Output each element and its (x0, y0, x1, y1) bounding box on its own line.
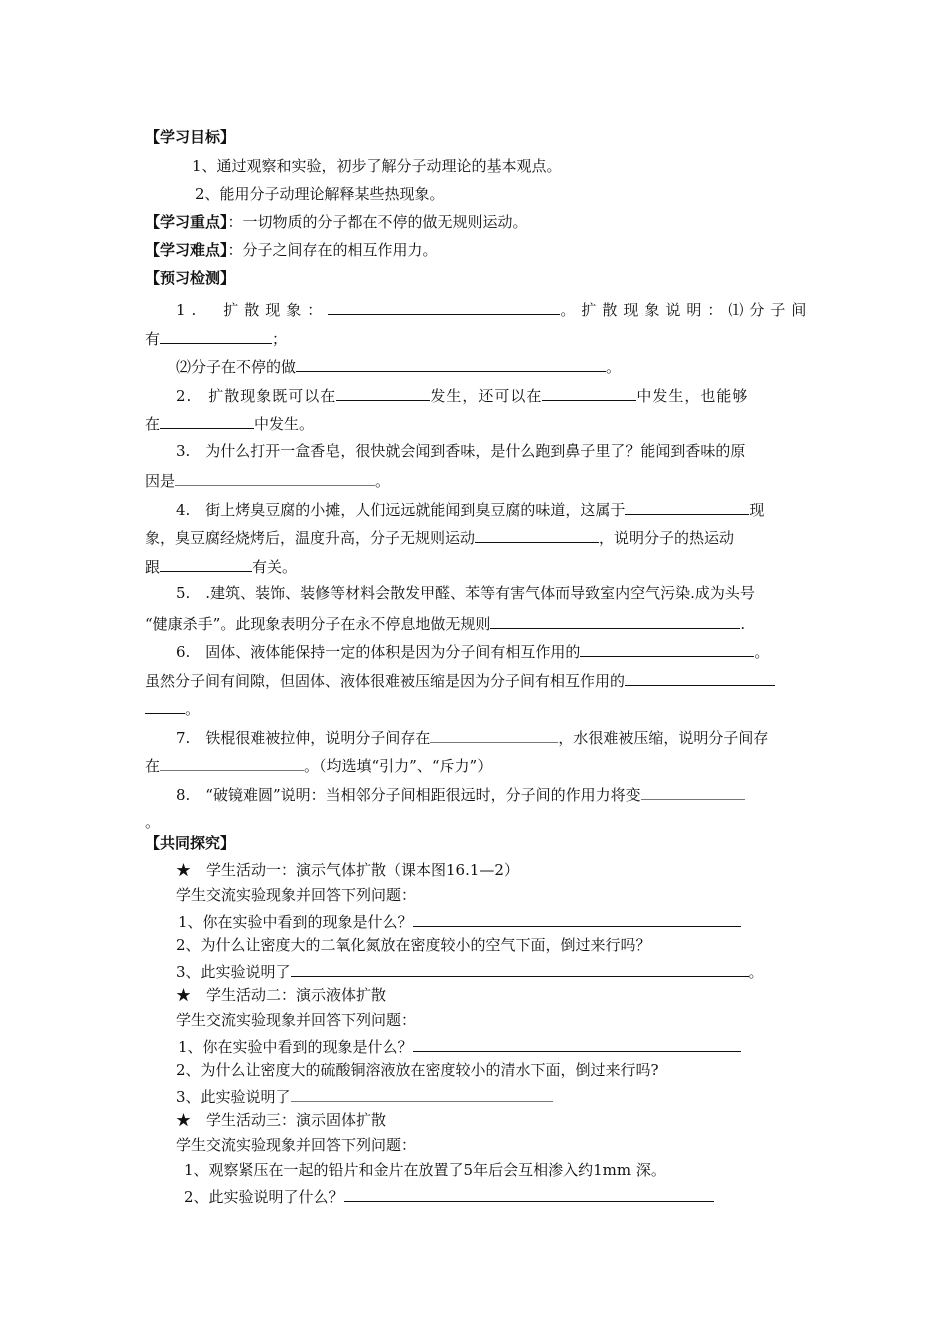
activity-1-q2: 2、为什么让密度大的二氧化氮放在密度较小的空气下面，倒过来行吗？ (176, 936, 651, 954)
q4-text-f: 有关。 (252, 558, 298, 576)
objective-item-1: 1、通过观察和实验，初步了解分子动理论的基本观点。 (192, 157, 562, 175)
act2-q3-text: 3、此实验说明了 (176, 1088, 291, 1106)
question-8-line-2: 。 (145, 813, 161, 831)
question-2-line-1 (176, 384, 748, 406)
act1-q3-end: 。 (748, 963, 764, 981)
q7-text-c: 在 (145, 757, 161, 775)
q5-text-c: . (740, 615, 746, 633)
act1-q1-blank[interactable] (413, 910, 741, 927)
q3-text-b: 因是 (145, 472, 176, 490)
difficulty-text: ：分子之间存在的相互作用力。 (227, 241, 438, 259)
activity-3-q2 (184, 1185, 714, 1207)
q5-text-b: “健康杀手”。此现象表明分子在永不停息地做无规则 (145, 615, 491, 633)
q6-blank-2-cont[interactable] (145, 697, 185, 714)
q1-text-b: 。扩散现象说明：⑴分子间 (560, 301, 813, 319)
q3-blank[interactable] (175, 469, 375, 486)
q4-text-d: ，说明分子的热运动 (599, 529, 735, 547)
activity-2-title: ★ 学生活动二：演示液体扩散 (176, 986, 387, 1004)
q6-text-c: 虽然分子间有间隙，但固体、液体很难被压缩是因为分子间有相互作用的 (145, 672, 626, 690)
q1-blank-1[interactable] (328, 298, 560, 315)
q2-blank-3[interactable] (160, 412, 254, 429)
q2-text-b: 发生，还可以在 (430, 387, 543, 405)
objective-item-2: 2、能用分子动理论解释某些热现象。 (195, 185, 445, 203)
question-2-line-2 (145, 412, 314, 434)
q1-text-a: 1. 扩散现象： (176, 301, 329, 319)
act3-q2-blank[interactable] (344, 1185, 714, 1202)
act2-q1-blank[interactable] (413, 1035, 741, 1052)
q4-text-b: 现 (749, 501, 765, 519)
q1-blank-3[interactable] (296, 355, 606, 372)
activity-1-q1 (178, 910, 741, 932)
q1-text-d: ； (272, 330, 288, 348)
q8-blank[interactable] (641, 783, 745, 800)
activity-3-q1: 1、观察紧压在一起的铅片和金片在放置了5年后会互相渗入约1mm 深。 (184, 1161, 666, 1179)
preview-heading: 【预习检测】 (145, 269, 236, 287)
activity-3-intro: 学生交流实验现象并回答下列问题： (176, 1136, 417, 1154)
q7-blank-1[interactable] (430, 726, 558, 743)
activity-1-q3 (176, 960, 764, 982)
q6-text-a: 6. 固体、液体能保持一定的体积是因为分子间有相互作用的 (176, 643, 581, 661)
question-1-line-3 (176, 355, 621, 377)
question-3-line-2 (145, 469, 390, 491)
q7-text-b: ，水很难被压缩，说明分子间存 (558, 729, 769, 747)
q2-text-c: 中发生，也能够 (636, 387, 749, 405)
activity-1-title: ★ 学生活动一：演示气体扩散（课本图16.1—2） (176, 861, 519, 879)
q4-blank-3[interactable] (160, 555, 252, 572)
question-3-line-1: 3. 为什么打开一盒香皂，很快就会闻到香味，是什么跑到鼻子里了？能闻到香味的原 (176, 442, 746, 460)
key-point-text: ：一切物质的分子都在不停的做无规则运动。 (227, 213, 528, 231)
difficulty (145, 240, 438, 260)
q4-text-e: 跟 (145, 558, 161, 576)
q4-blank-2[interactable] (475, 526, 599, 543)
q7-text-d: 。（均选填“引力”、“斥力”） (304, 757, 493, 775)
q6-text-d: 。 (185, 700, 201, 718)
activity-1-intro: 学生交流实验现象并回答下列问题： (176, 886, 417, 904)
q2-blank-2[interactable] (542, 384, 636, 401)
act1-q3-text: 3、此实验说明了 (176, 963, 291, 981)
q7-text-a: 7. 铁棍很难被拉伸，说明分子间存在 (176, 729, 431, 747)
q1-text-f: 。 (606, 358, 622, 376)
q2-text-a: 2. 扩散现象既可以在 (176, 387, 337, 405)
q2-text-e: 中发生。 (254, 415, 315, 433)
question-6-line-3 (145, 697, 200, 719)
q3-text-c: 。 (375, 472, 391, 490)
act2-q1-text: 1、你在实验中看到的现象是什么？ (178, 1038, 413, 1056)
q4-text-c: 象，臭豆腐经烧烤后，温度升高，分子无规则运动 (145, 529, 476, 547)
q4-text-a: 4. 街上烤臭豆腐的小摊，人们远远就能闻到臭豆腐的味道，这属于 (176, 501, 626, 519)
q1-text-c: 有 (145, 330, 161, 348)
act3-q2-text: 2、此实验说明了什么？ (184, 1188, 344, 1206)
question-4-line-2 (145, 526, 734, 548)
activity-2-q2: 2、为什么让密度大的硫酸铜溶液放在密度较小的清水下面，倒过来行吗? (176, 1061, 659, 1079)
key-point (145, 212, 528, 232)
difficulty-heading: 【学习难点】 (145, 241, 228, 259)
question-4-line-3 (145, 555, 297, 577)
q6-blank-2[interactable] (625, 669, 775, 686)
q7-blank-2[interactable] (160, 754, 304, 771)
q6-blank-1[interactable] (580, 640, 754, 657)
explore-heading: 【共同探究】 (145, 834, 236, 852)
question-4-line-1 (176, 498, 764, 520)
activity-2-q3 (176, 1085, 553, 1107)
question-6-line-2 (145, 669, 775, 691)
q1-blank-2[interactable] (160, 327, 272, 344)
question-1-line-1 (176, 298, 812, 320)
q2-text-d: 在 (145, 415, 161, 433)
question-8-line-1 (176, 783, 745, 805)
act1-q3-blank[interactable] (291, 960, 749, 977)
q8-text-a: 8. “破镜难圆”说明：当相邻分子间相距很远时，分子间的作用力将变 (176, 786, 641, 804)
question-7-line-1 (176, 726, 768, 748)
activity-2-intro: 学生交流实验现象并回答下列问题： (176, 1011, 417, 1029)
act1-q1-text: 1、你在实验中看到的现象是什么？ (178, 913, 413, 931)
question-7-line-2 (145, 754, 492, 776)
question-5-line-1: 5. .建筑、装饰、装修等材料会散发甲醛、苯等有害气体而导致室内空气污染.成为头号 (176, 584, 755, 602)
question-1-line-2 (145, 327, 287, 349)
activity-3-title: ★ 学生活动三：演示固体扩散 (176, 1111, 387, 1129)
q1-text-e: ⑵分子在不停的做 (176, 358, 297, 376)
key-point-heading: 【学习重点】 (145, 213, 228, 231)
question-5-line-2 (145, 612, 745, 634)
q5-blank[interactable] (490, 612, 740, 629)
q6-text-b: 。 (754, 643, 770, 661)
activity-2-q1 (178, 1035, 741, 1057)
question-6-line-1 (176, 640, 769, 662)
objectives-heading: 【学习目标】 (145, 128, 236, 146)
q2-blank-1[interactable] (336, 384, 430, 401)
act2-q3-blank[interactable] (291, 1085, 553, 1102)
q4-blank-1[interactable] (625, 498, 749, 515)
